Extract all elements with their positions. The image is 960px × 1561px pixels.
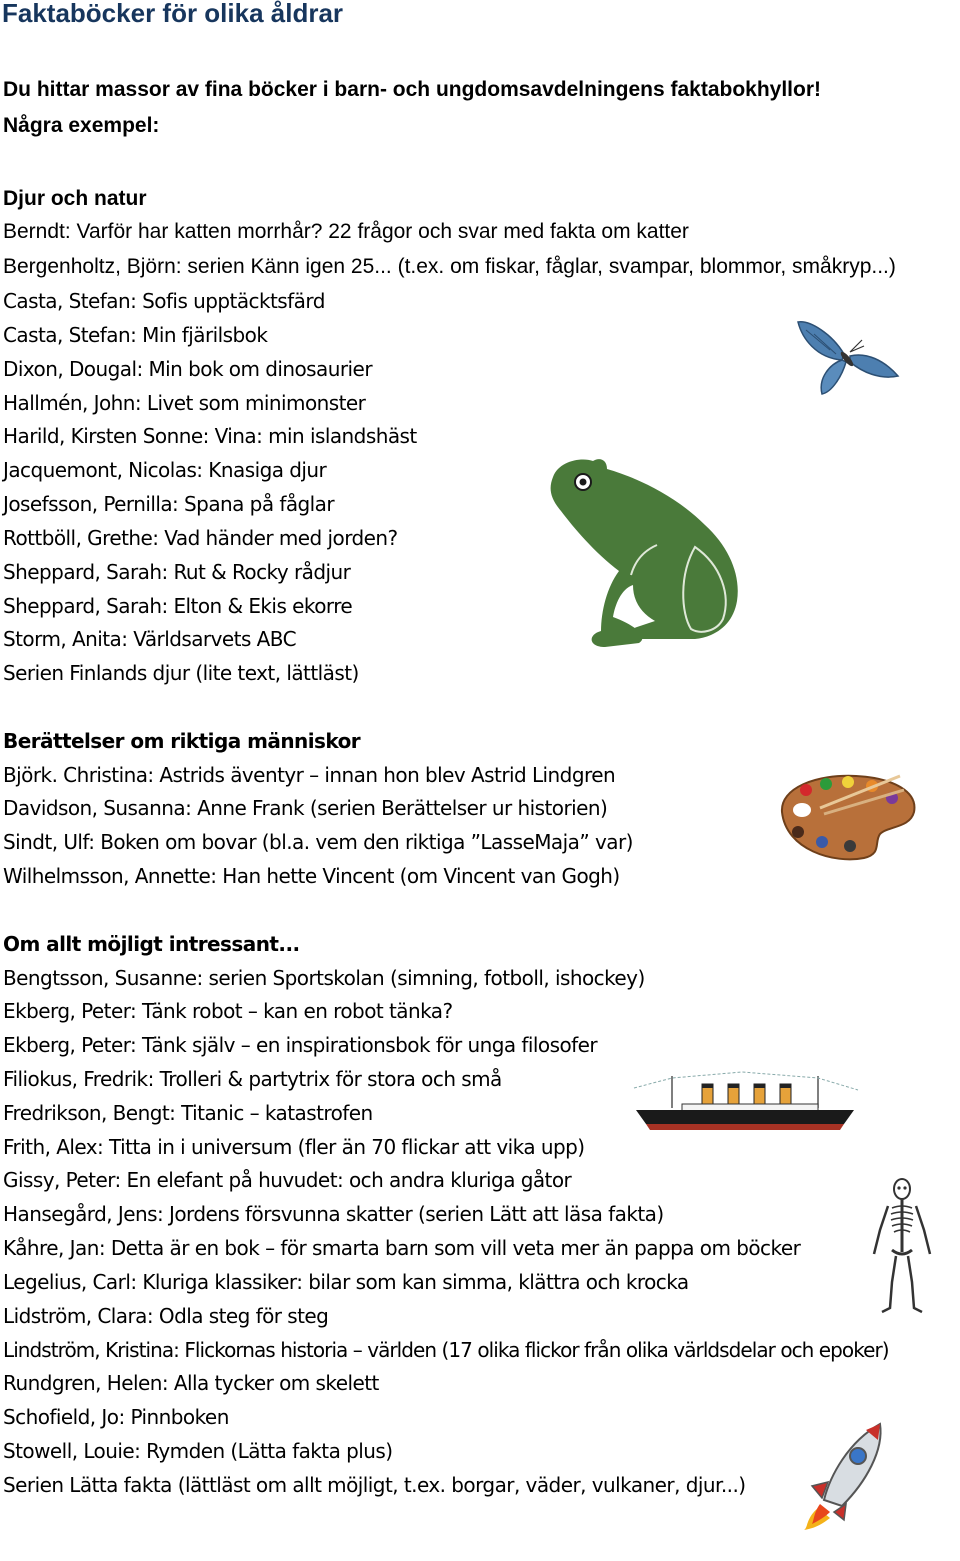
book-item: Casta, Stefan: Min fjärilsbok xyxy=(3,323,268,347)
book-item: Rottböll, Grethe: Vad händer med jorden? xyxy=(3,526,398,550)
book-item: Harild, Kirsten Sonne: Vina: min islandshäst xyxy=(3,424,417,448)
book-item: Gissy, Peter: En elefant på huvudet: och andra kluriga gåtor xyxy=(3,1168,572,1192)
book-item: Lidström, Clara: Odla steg för steg xyxy=(3,1304,329,1328)
book-item: Wilhelmsson, Annette: Han hette Vincent (om Vincent van Gogh) xyxy=(3,864,620,888)
book-item: Dixon, Dougal: Min bok om dinosaurier xyxy=(3,357,372,381)
book-item: Ekberg, Peter: Tänk robot – kan en robot tänka? xyxy=(3,999,453,1023)
book-item: Serien Lätta fakta (lättläst om allt möjligt, t.ex. borgar, väder, vulkaner, djur...) xyxy=(3,1473,746,1497)
section-heading-djur: Djur och natur xyxy=(3,187,147,210)
book-item: Davidson, Susanna: Anne Frank (serien Berättelser ur historien) xyxy=(3,796,608,820)
book-item: Jacquemont, Nicolas: Knasiga djur xyxy=(3,458,327,482)
book-item: Bengtsson, Susanne: serien Sportskolan (simning, fotboll, ishockey) xyxy=(3,966,645,990)
book-item: Bergenholtz, Björn: serien Känn igen 25... (t.ex. om fiskar, fåglar, svampar, blommor, småkryp...) xyxy=(3,255,896,278)
book-item: Legelius, Carl: Kluriga klassiker: bilar som kan simma, klättra och krocka xyxy=(3,1270,689,1294)
rocket-picture xyxy=(800,1420,890,1532)
book-item: Sheppard, Sarah: Elton & Ekis ekorre xyxy=(3,594,353,618)
paint-palette-picture xyxy=(772,770,920,862)
book-item: Josefsson, Pernilla: Spana på fåglar xyxy=(3,492,335,516)
book-item: Ekberg, Peter: Tänk själv – en inspirationsbok för unga filosofer xyxy=(3,1033,598,1057)
book-item: Rundgren, Helen: Alla tycker om skelett xyxy=(3,1371,379,1395)
intro-line: Du hittar massor av fina böcker i barn- och ungdomsavdelningens faktabokhyllor! xyxy=(3,78,821,101)
book-item: Hansegård, Jens: Jordens försvunna skatter (serien Lätt att läsa fakta) xyxy=(3,1202,664,1226)
ship-picture xyxy=(632,1068,862,1134)
section-heading-berattelser: Berättelser om riktiga människor xyxy=(3,729,361,753)
book-item: Casta, Stefan: Sofis upptäcktsfärd xyxy=(3,289,325,313)
book-item: Serien Finlands djur (lite text, lättläst) xyxy=(3,661,359,685)
section-heading-allt: Om allt möjligt intressant... xyxy=(3,932,300,956)
book-item: Stowell, Louie: Rymden (Lätta fakta plus) xyxy=(3,1439,393,1463)
book-item: Björk. Christina: Astrids äventyr – innan hon blev Astrid Lindgren xyxy=(3,763,616,787)
book-item: Schofield, Jo: Pinnboken xyxy=(3,1405,229,1429)
book-item: Hallmén, John: Livet som minimonster xyxy=(3,391,366,415)
book-item: Lindström, Kristina: Flickornas historia – världen (17 olika flickor från olika världsdelar och epoker) xyxy=(3,1338,889,1362)
butterfly-picture xyxy=(792,314,904,400)
intro-line: Några exempel: xyxy=(3,114,160,137)
skeleton-picture xyxy=(866,1178,938,1316)
book-item: Filiokus, Fredrik: Trolleri & partytrix för stora och små xyxy=(3,1067,502,1091)
page-title: Faktaböcker för olika åldrar xyxy=(2,0,344,28)
book-item: Kåhre, Jan: Detta är en bok – för smarta barn som vill veta mer än pappa om böcker xyxy=(3,1236,801,1260)
book-item: Storm, Anita: Världsarvets ABC xyxy=(3,627,296,651)
book-item: Fredrikson, Bengt: Titanic – katastrofen xyxy=(3,1101,373,1125)
book-item: Berndt: Varför har katten morrhår? 22 frågor och svar med fakta om katter xyxy=(3,220,689,243)
book-item: Sindt, Ulf: Boken om bovar (bl.a. vem den riktiga ”LasseMaja” var) xyxy=(3,830,633,854)
book-item: Sheppard, Sarah: Rut & Rocky rådjur xyxy=(3,560,351,584)
frog-picture xyxy=(545,455,745,650)
book-item: Frith, Alex: Titta in i universum (fler än 70 flickar att vika upp) xyxy=(3,1135,585,1159)
